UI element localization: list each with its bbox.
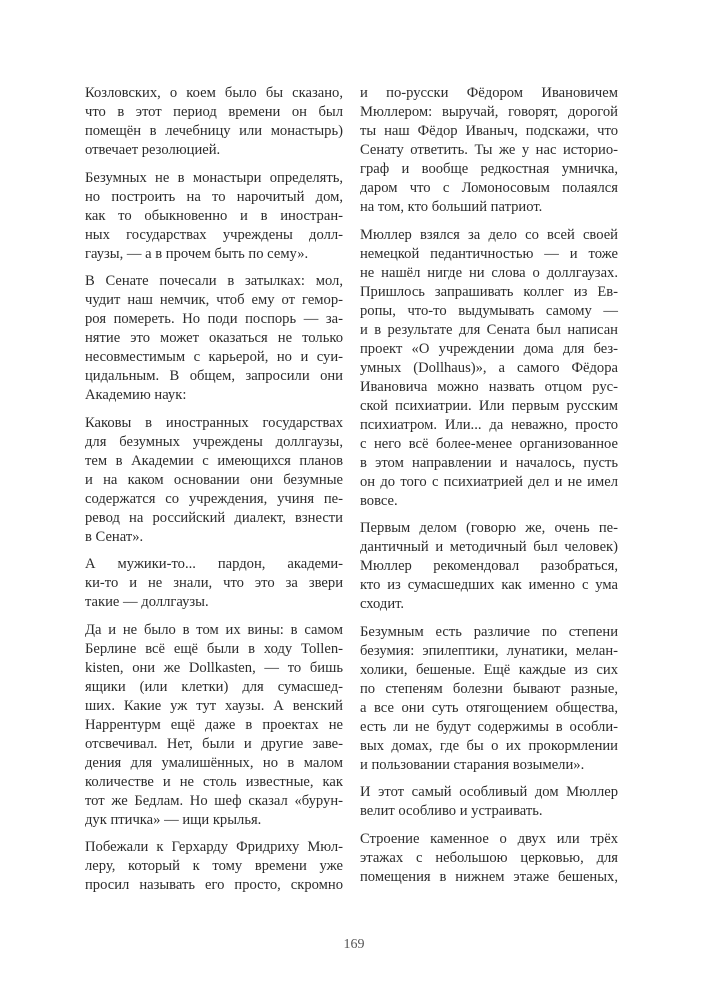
text-line: Безумных не в монастыри определять, (85, 169, 343, 186)
paragraph (360, 84, 618, 217)
text-line: есть ли не будут содержимы в особли- (360, 718, 618, 735)
text-line: и в результате для Сената был написан (360, 321, 618, 338)
paragraph (360, 783, 618, 821)
text-line: этажах с небольшою церковью, для (360, 849, 618, 866)
text-line: такие — доллгаузы. (85, 594, 209, 610)
text-line: и на каком основании они безумные (85, 471, 343, 488)
text-line: вых домах, где бы о их прокормлении (360, 737, 618, 754)
text-line: дения для умалишённых, но в малом (85, 754, 343, 771)
page-number: 169 (343, 937, 365, 952)
paragraph (360, 519, 618, 614)
text-line: Мюллер рекомендовал разобраться, (360, 558, 618, 574)
text-line: даром что с Ломоносовым полаялся (360, 180, 618, 196)
paragraph (85, 84, 343, 160)
text-line: В Сенате почесали в затылках: мол, (85, 273, 343, 289)
text-line: Мюллером: выручай, говорят, дорогой (360, 104, 618, 120)
text-line: тем в Академии с имеющихся планов (85, 452, 343, 469)
text-line: гаузы, — а в прочем быть по сему». (85, 245, 309, 262)
text-line: Каковы в иностранных государствах (85, 414, 343, 431)
text-line: для безумных учреждены доллгаузы, (85, 433, 343, 450)
paragraph (360, 226, 618, 511)
text-line: ших. Какие уж тут хаузы. А венский (85, 697, 343, 714)
text-line: отвечает резолюцией. (85, 142, 221, 158)
paragraph (85, 169, 343, 264)
text-line: Первым делом (говорю же, очень пе- (360, 520, 618, 536)
text-line: роя помереть. Но поди поспорь — за- (85, 311, 343, 327)
text-line: отсвечивал. Нет, были и другие заве- (85, 735, 343, 752)
text-line: леру, который к тому времени уже (85, 858, 343, 874)
text-line: умных (Dollhaus)», а самого Фёдора (360, 359, 618, 376)
text-line: а все они суть отягощением общества, (360, 699, 618, 716)
text-line: ки-то и не знали, что это за звери (85, 575, 343, 591)
text-line: ты наш Фёдор Иваныч, подскажи, что (360, 123, 618, 139)
text-line: ящики (или клетки) для сумасшед- (85, 678, 343, 695)
text-line: ской психиатрии. Или первым русским (360, 397, 618, 414)
text-line: проект «О учреждении дома для без- (360, 340, 618, 357)
text-line: kisten, они же Dollkasten, — то бишь (85, 659, 343, 676)
text-line: психиатром. Или... да неважно, просто (360, 416, 618, 433)
text-line: Да и не было в том их вины: в самом (85, 621, 343, 638)
text-line: чудит наш немчик, чтоб ему от гемор- (85, 292, 343, 308)
text-line: как то обыкновенно и в иностран- (85, 207, 343, 224)
text-line: Мюллер взялся за дело со всей своей (360, 226, 618, 243)
paragraph (85, 621, 343, 830)
text-line: велит особливо и устраивать. (360, 803, 543, 819)
text-line: и пользовании старания возымели». (360, 756, 585, 773)
text-line: ропы, что-то выдумывать самому — (360, 302, 618, 319)
text-line: что в этот период времени он был (85, 104, 343, 120)
text-line: в этом направлении и началось, пусть (360, 454, 618, 471)
text-line: Академию наук: (85, 387, 187, 403)
text-line: на том, кто больший патриот. (360, 199, 543, 215)
text-line: сходит. (360, 596, 405, 612)
text-line: в Сенат». (85, 528, 144, 545)
text-line: нятие это может оказаться не только (85, 330, 343, 346)
text-line: и по-русски Фёдором Ивановичем (360, 85, 618, 101)
paragraph (360, 830, 618, 887)
text-line: Строение каменное о двух или трёх (360, 830, 618, 847)
paragraph (85, 838, 343, 895)
text-line: Пришлось запрашивать коллег из Ев- (360, 283, 618, 300)
text-column-left (85, 84, 343, 904)
paragraph (85, 272, 343, 405)
text-line: несовместимым с карьерой, но и суи- (85, 349, 343, 365)
paragraph (85, 555, 343, 612)
text-line: Безумным есть различие по степени (360, 623, 618, 640)
text-line: Козловских, о коем было бы сказано, (85, 85, 343, 101)
text-line: дантичный и методичный был человек) (360, 539, 618, 555)
paragraph (85, 414, 343, 547)
paragraph (360, 623, 618, 775)
text-line: кто из сумасшедших как именно с ума (360, 577, 618, 593)
text-line: ных государствах учреждены долл- (85, 226, 343, 243)
text-line: не нашёл нигде ни слова о доллгаузах. (360, 264, 618, 281)
text-line: дук птичка» — ищи крылья. (85, 811, 262, 828)
text-line: граф и вообще редкостная умничка, (360, 161, 618, 177)
text-line: Побежали к Герхарду Фридриху Мюл- (85, 839, 343, 855)
text-line: но построить на то нарочитый дом, (85, 188, 343, 205)
text-line: он до того с психиатрией дел и не имел (360, 473, 618, 490)
text-line: по степеням болезни бывают разные, (360, 680, 618, 697)
text-line: Сенату ответить. Ты же у нас историо- (360, 142, 618, 158)
text-line: цидальным. В общем, запросили они (85, 368, 343, 384)
text-column-right (360, 84, 618, 895)
text-line: количестве и не столь известные, как (85, 773, 343, 790)
text-line: безумия: эпилептики, лунатики, мелан- (360, 642, 618, 659)
text-line: содержатся со учреждения, учиня пе- (85, 490, 343, 507)
text-line: просил называть его просто, скромно (85, 877, 343, 893)
text-line: ревод на российский диалект, взнести (85, 509, 343, 526)
text-line: А мужики-то... пардон, академи- (85, 556, 343, 572)
text-line: с него всё более-менее организованное (360, 435, 618, 452)
text-line: И этот самый особливый дом Мюллер (360, 784, 618, 800)
text-line: вовсе. (360, 492, 398, 509)
text-line: холики, бешеные. Ещё каждые из сих (360, 661, 618, 678)
text-line: тот же Бедлам. Но шеф сказал «бурун- (85, 792, 343, 809)
text-line: немецкой педантичностью — и тоже (360, 245, 618, 262)
text-line: Ивановича можно назвать отцом рус- (360, 378, 618, 395)
text-line: помещения в нижнем этаже бешеных, (360, 868, 618, 885)
text-line: помещён в лечебницу или монастырь) (85, 123, 343, 139)
text-line: Наррентурм ещё даже в проектах не (85, 716, 343, 733)
text-line: Берлине всё ещё были в ходу Tollen- (85, 640, 343, 657)
